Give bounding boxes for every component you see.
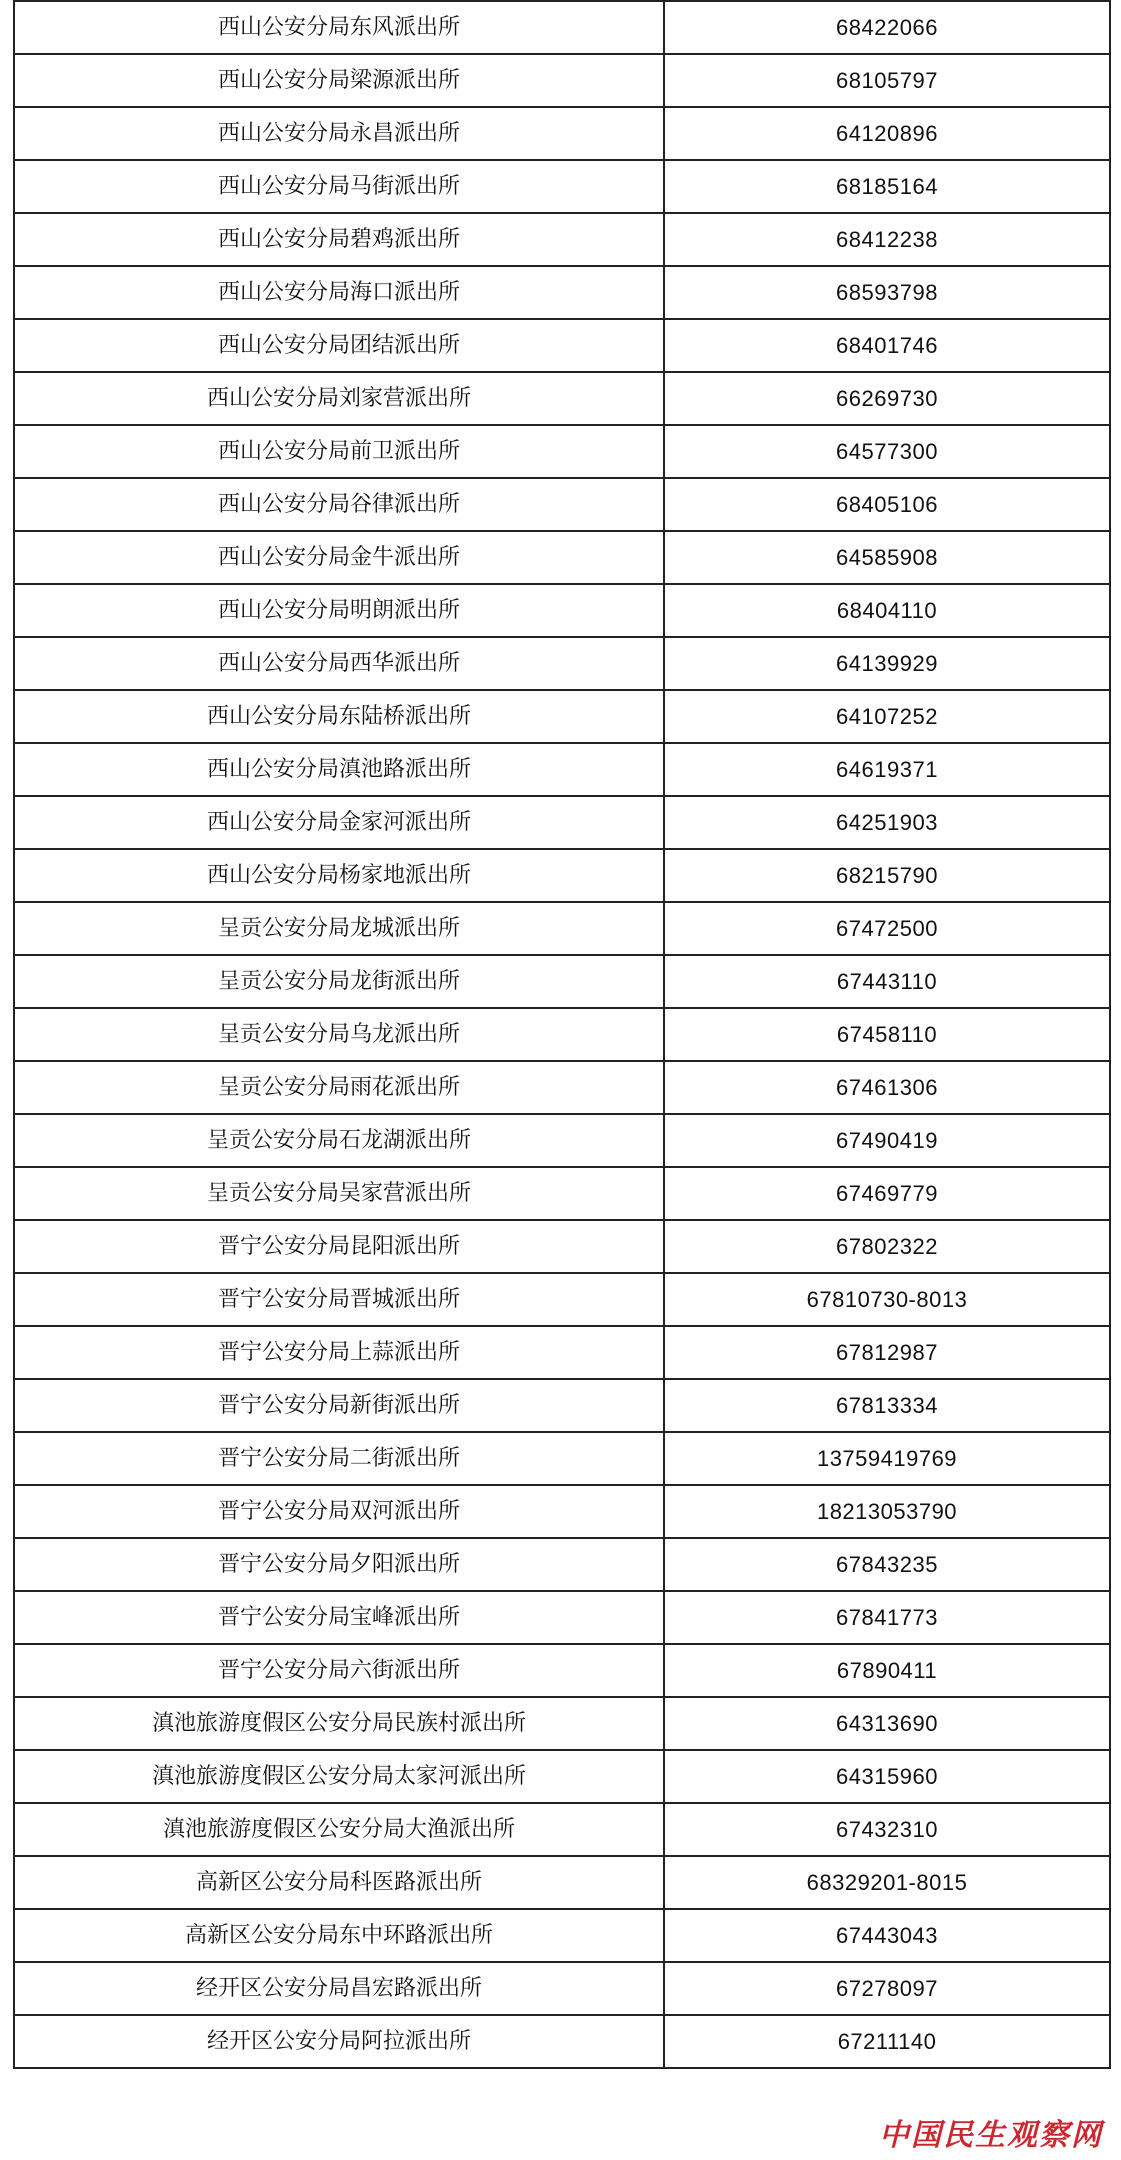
phone-number-cell: 68401746: [664, 319, 1110, 372]
station-name-cell: 西山公安分局碧鸡派出所: [14, 213, 664, 266]
phone-number-cell: 67490419: [664, 1114, 1110, 1167]
phone-number-cell: 64585908: [664, 531, 1110, 584]
station-name-cell: 西山公安分局滇池路派出所: [14, 743, 664, 796]
station-name-cell: 晋宁公安分局晋城派出所: [14, 1273, 664, 1326]
table-row: [14, 1326, 1110, 1379]
station-name-cell: 经开区公安分局昌宏路派出所: [14, 1962, 664, 2015]
phone-number-cell: 64619371: [664, 743, 1110, 796]
phone-number-cell: 68329201-8015: [664, 1856, 1110, 1909]
phone-number-cell: 66269730: [664, 372, 1110, 425]
table-row: [14, 478, 1110, 531]
phone-number-cell: 67458110: [664, 1008, 1110, 1061]
table-row: [14, 54, 1110, 107]
station-name-cell: 西山公安分局海口派出所: [14, 266, 664, 319]
phone-number-cell: 68185164: [664, 160, 1110, 213]
station-name-cell: 晋宁公安分局宝峰派出所: [14, 1591, 664, 1644]
phone-number-cell: 67278097: [664, 1962, 1110, 2015]
phone-number-cell: 67211140: [664, 2015, 1110, 2068]
station-name-cell: 呈贡公安分局吴家营派出所: [14, 1167, 664, 1220]
phone-number-cell: 64313690: [664, 1697, 1110, 1750]
station-name-cell: 西山公安分局西华派出所: [14, 637, 664, 690]
station-name-cell: 西山公安分局金牛派出所: [14, 531, 664, 584]
table-row: [14, 372, 1110, 425]
table-row: [14, 1, 1110, 54]
police-station-table: [13, 0, 1111, 2069]
table-row: [14, 1008, 1110, 1061]
station-name-cell: 滇池旅游度假区公安分局太家河派出所: [14, 1750, 664, 1803]
station-name-cell: 西山公安分局马街派出所: [14, 160, 664, 213]
station-name-cell: 西山公安分局杨家地派出所: [14, 849, 664, 902]
table-row: [14, 531, 1110, 584]
phone-number-cell: 67813334: [664, 1379, 1110, 1432]
table-row: [14, 1538, 1110, 1591]
station-name-cell: 晋宁公安分局双河派出所: [14, 1485, 664, 1538]
phone-number-cell: 68412238: [664, 213, 1110, 266]
phone-number-cell: 64139929: [664, 637, 1110, 690]
table-row: [14, 1750, 1110, 1803]
station-name-cell: 西山公安分局东陆桥派出所: [14, 690, 664, 743]
phone-number-cell: 64577300: [664, 425, 1110, 478]
station-name-cell: 呈贡公安分局雨花派出所: [14, 1061, 664, 1114]
station-name-cell: 高新区公安分局东中环路派出所: [14, 1909, 664, 1962]
station-name-cell: 晋宁公安分局上蒜派出所: [14, 1326, 664, 1379]
station-name-cell: 西山公安分局刘家营派出所: [14, 372, 664, 425]
station-name-cell: 西山公安分局团结派出所: [14, 319, 664, 372]
station-name-cell: 西山公安分局前卫派出所: [14, 425, 664, 478]
phone-number-cell: 68404110: [664, 584, 1110, 637]
station-name-cell: 西山公安分局金家河派出所: [14, 796, 664, 849]
phone-number-cell: 67810730-8013: [664, 1273, 1110, 1326]
table-row: [14, 743, 1110, 796]
table-row: [14, 160, 1110, 213]
station-name-cell: 滇池旅游度假区公安分局民族村派出所: [14, 1697, 664, 1750]
station-name-cell: 经开区公安分局阿拉派出所: [14, 2015, 664, 2068]
table-row: [14, 1644, 1110, 1697]
phone-number-cell: 68593798: [664, 266, 1110, 319]
phone-number-cell: 64120896: [664, 107, 1110, 160]
phone-number-cell: 67461306: [664, 1061, 1110, 1114]
table-row: [14, 796, 1110, 849]
table-row: [14, 1061, 1110, 1114]
phone-number-cell: 68405106: [664, 478, 1110, 531]
station-name-cell: 呈贡公安分局龙城派出所: [14, 902, 664, 955]
table-row: [14, 425, 1110, 478]
phone-number-cell: 67443110: [664, 955, 1110, 1008]
phone-number-cell: 67812987: [664, 1326, 1110, 1379]
table-row: [14, 213, 1110, 266]
table-row: [14, 1167, 1110, 1220]
table-body: [14, 1, 1110, 2068]
phone-number-cell: 67843235: [664, 1538, 1110, 1591]
table-row: [14, 1909, 1110, 1962]
station-name-cell: 西山公安分局永昌派出所: [14, 107, 664, 160]
station-name-cell: 呈贡公安分局龙街派出所: [14, 955, 664, 1008]
table-row: [14, 2015, 1110, 2068]
table-row: [14, 107, 1110, 160]
phone-number-cell: 68215790: [664, 849, 1110, 902]
phone-number-cell: 67802322: [664, 1220, 1110, 1273]
station-name-cell: 晋宁公安分局新街派出所: [14, 1379, 664, 1432]
table-row: [14, 1114, 1110, 1167]
phone-number-cell: 67890411: [664, 1644, 1110, 1697]
station-name-cell: 晋宁公安分局六街派出所: [14, 1644, 664, 1697]
station-name-cell: 呈贡公安分局乌龙派出所: [14, 1008, 664, 1061]
station-name-cell: 西山公安分局明朗派出所: [14, 584, 664, 637]
station-name-cell: 西山公安分局谷律派出所: [14, 478, 664, 531]
table-row: [14, 266, 1110, 319]
table-row: [14, 1591, 1110, 1644]
table-row: [14, 1379, 1110, 1432]
phone-number-cell: 18213053790: [664, 1485, 1110, 1538]
phone-number-cell: 67443043: [664, 1909, 1110, 1962]
station-name-cell: 西山公安分局东风派出所: [14, 1, 664, 54]
table-row: [14, 1803, 1110, 1856]
site-watermark: 中国民生观察网: [879, 2118, 1103, 2153]
table-row: [14, 637, 1110, 690]
table-row: [14, 690, 1110, 743]
table-row: [14, 902, 1110, 955]
table-row: [14, 584, 1110, 637]
table-row: [14, 955, 1110, 1008]
station-name-cell: 西山公安分局梁源派出所: [14, 54, 664, 107]
table-row: [14, 1220, 1110, 1273]
station-name-cell: 晋宁公安分局二街派出所: [14, 1432, 664, 1485]
phone-number-cell: 13759419769: [664, 1432, 1110, 1485]
table-row: [14, 1273, 1110, 1326]
table-row: [14, 1962, 1110, 2015]
phone-number-cell: 64107252: [664, 690, 1110, 743]
station-name-cell: 呈贡公安分局石龙湖派出所: [14, 1114, 664, 1167]
phone-number-cell: 64251903: [664, 796, 1110, 849]
table-row: [14, 1485, 1110, 1538]
table-row: [14, 1697, 1110, 1750]
station-name-cell: 晋宁公安分局夕阳派出所: [14, 1538, 664, 1591]
table-row: [14, 849, 1110, 902]
table-row: [14, 319, 1110, 372]
station-name-cell: 高新区公安分局科医路派出所: [14, 1856, 664, 1909]
table-row: [14, 1856, 1110, 1909]
table-row: [14, 1432, 1110, 1485]
phone-number-cell: 64315960: [664, 1750, 1110, 1803]
phone-number-cell: 67472500: [664, 902, 1110, 955]
phone-number-cell: 68422066: [664, 1, 1110, 54]
phone-number-cell: 67841773: [664, 1591, 1110, 1644]
phone-number-cell: 67432310: [664, 1803, 1110, 1856]
station-name-cell: 晋宁公安分局昆阳派出所: [14, 1220, 664, 1273]
phone-number-cell: 67469779: [664, 1167, 1110, 1220]
station-name-cell: 滇池旅游度假区公安分局大渔派出所: [14, 1803, 664, 1856]
phone-number-cell: 68105797: [664, 54, 1110, 107]
